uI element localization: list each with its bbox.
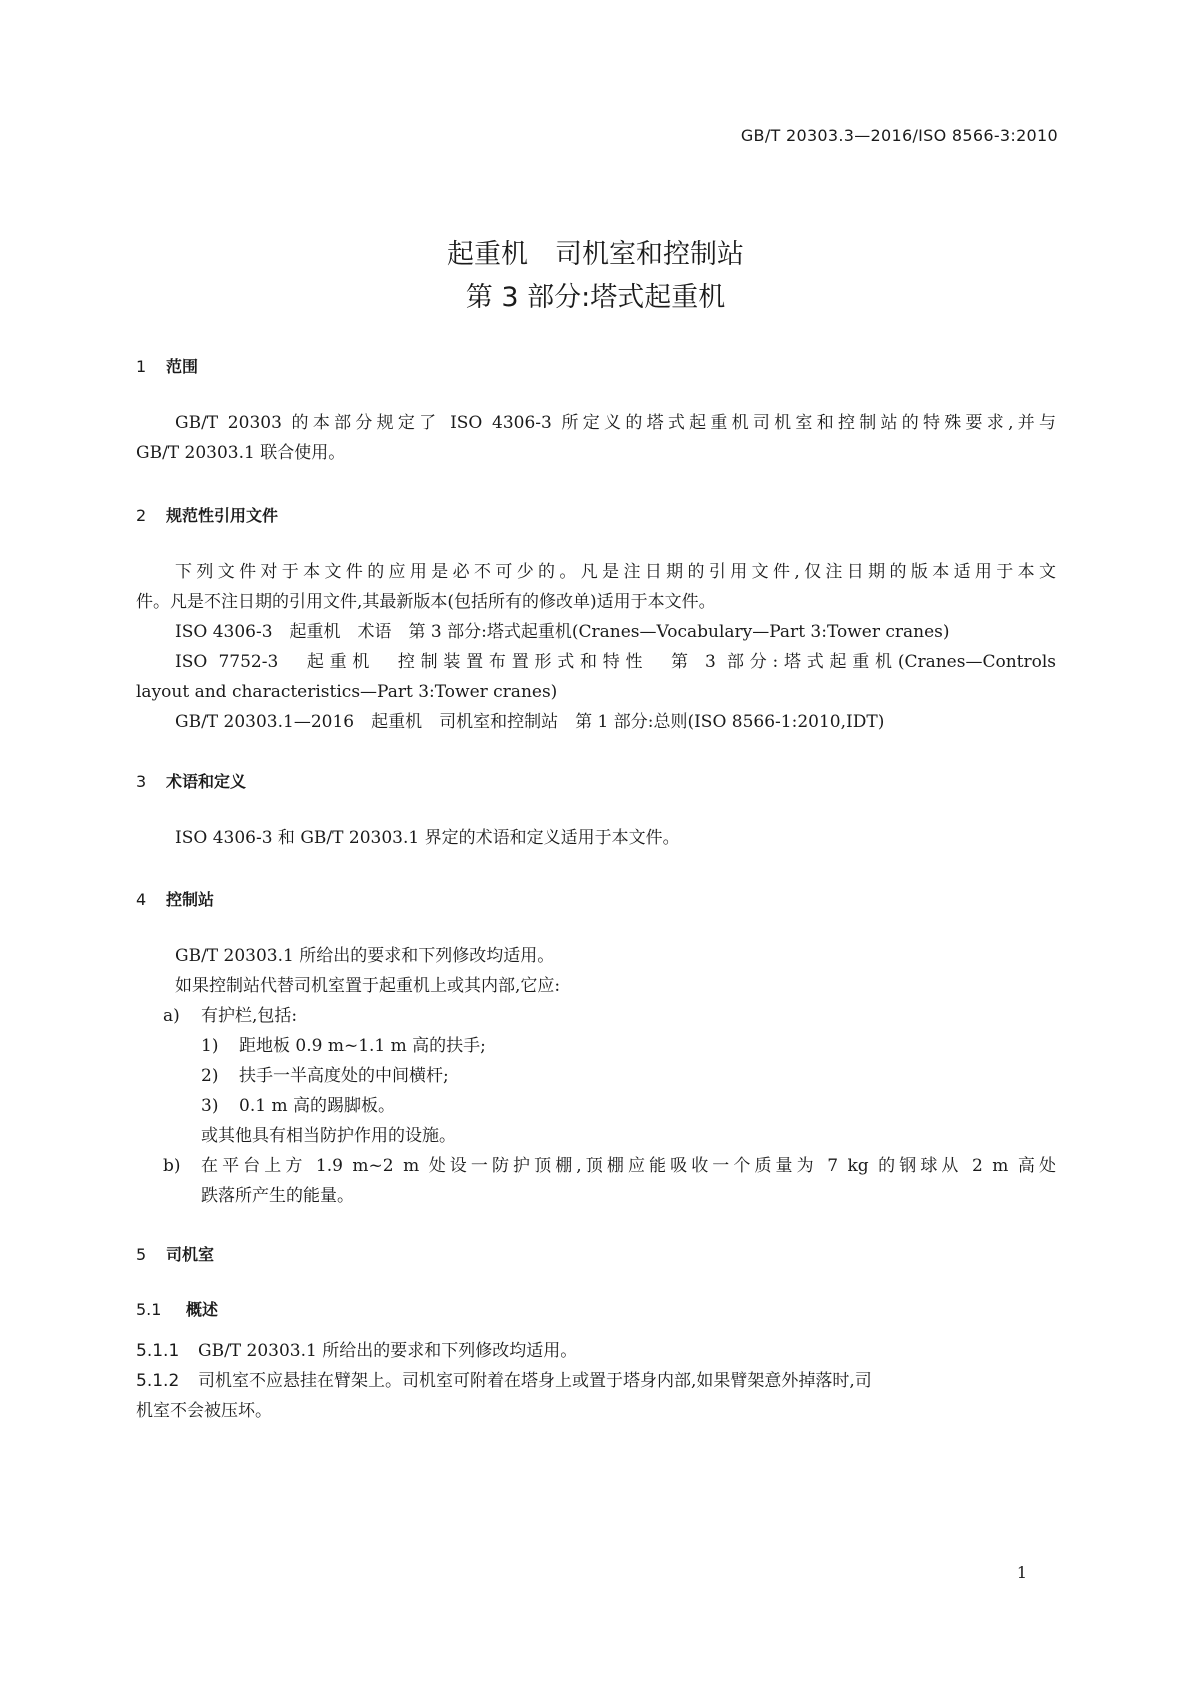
- scope-paragraph-line-1: GB/T 20303 的本部分规定了 ISO 4306-3 所定义的塔式起重机司机室和控制站的特殊要求,并与: [175, 413, 1056, 433]
- clause-text: 司机室不应悬挂在臂架上。司机室可附着在塔身上或置于塔身内部,如果臂架意外掉落时,司: [198, 1371, 872, 1391]
- section-number: 3: [136, 772, 147, 791]
- section-4-heading: [136, 887, 214, 910]
- list-item-a2-label: 2): [201, 1066, 219, 1086]
- list-item-a3-label: 3): [201, 1096, 219, 1116]
- terms-paragraph: ISO 4306-3 和 GB/T 20303.1 界定的术语和定义适用于本文件。: [175, 828, 680, 848]
- control-station-paragraph-2: 如果控制站代替司机室置于起重机上或其内部,它应:: [175, 976, 561, 996]
- section-number: 4: [136, 890, 147, 909]
- list-item-b-line-1: 在平台上方 1.9 m~2 m 处设一防护顶棚,顶棚应能吸收一个质量为 7 kg 的钢球从 2 m 高处: [201, 1156, 1056, 1176]
- list-item-a-text: 有护栏,包括:: [201, 1006, 298, 1026]
- section-title: 术语和定义: [166, 772, 247, 791]
- reference-iso-7752-3-line-1: ISO 7752-3 起重机 控制装置布置形式和特性 第 3 部分:塔式起重机(Cranes—Controls: [175, 652, 1056, 672]
- section-title: 概述: [186, 1300, 219, 1319]
- clause-5-1-1: [136, 1336, 577, 1366]
- scope-paragraph-line-2: GB/T 20303.1 联合使用。: [136, 443, 346, 463]
- section-number: 1: [136, 357, 147, 376]
- section-title: 范围: [166, 357, 199, 376]
- document-subtitle: 第 3 部分:塔式起重机: [465, 282, 726, 313]
- section-title: 司机室: [166, 1245, 215, 1264]
- section-number: 5: [136, 1245, 147, 1264]
- clause-number: 5.1.2: [136, 1371, 180, 1391]
- section-5-heading: [136, 1242, 214, 1265]
- section-1-heading: [136, 354, 198, 377]
- section-title: 控制站: [166, 890, 215, 909]
- clause-5-1-2-line-1: [136, 1366, 1056, 1396]
- reference-gbt-20303-1: GB/T 20303.1—2016 起重机 司机室和控制站 第 1 部分:总则(ISO 8566-1:2010,IDT): [175, 712, 885, 732]
- list-item-a1-text: 距地板 0.9 m~1.1 m 高的扶手;: [239, 1036, 486, 1056]
- references-intro-line-2: 件。凡是不注日期的引用文件,其最新版本(包括所有的修改单)适用于本文件。: [136, 592, 716, 612]
- page-number: 1: [1016, 1563, 1027, 1582]
- control-station-paragraph-1: GB/T 20303.1 所给出的要求和下列修改均适用。: [175, 946, 555, 966]
- standard-code: GB/T 20303.3—2016/ISO 8566-3:2010: [740, 126, 1058, 145]
- section-number: 5.1: [136, 1300, 162, 1319]
- reference-iso-4306-3: ISO 4306-3 起重机 术语 第 3 部分:塔式起重机(Cranes—Vocabulary—Part 3:Tower cranes): [175, 622, 950, 642]
- list-item-a-tail: 或其他具有相当防护作用的设施。: [201, 1126, 456, 1146]
- section-5-1-heading: [136, 1297, 218, 1320]
- section-title: 规范性引用文件: [166, 506, 279, 525]
- clause-5-1-2-line-2: 机室不会被压坏。: [136, 1401, 272, 1421]
- list-item-a2-text: 扶手一半高度处的中间横杆;: [239, 1066, 449, 1086]
- document-title: 起重机 司机室和控制站: [447, 239, 744, 270]
- list-item-b-line-2: 跌落所产生的能量。: [201, 1186, 354, 1206]
- clause-number: 5.1.1: [136, 1341, 180, 1361]
- list-item-a1-label: 1): [201, 1036, 219, 1056]
- section-3-heading: [136, 769, 246, 792]
- reference-iso-7752-3-line-2: layout and characteristics—Part 3:Tower cranes): [136, 682, 558, 702]
- list-item-a3-text: 0.1 m 高的踢脚板。: [239, 1096, 395, 1116]
- section-2-heading: [136, 503, 278, 526]
- list-item-a-label: a): [163, 1006, 180, 1026]
- section-number: 2: [136, 506, 147, 525]
- clause-text: GB/T 20303.1 所给出的要求和下列修改均适用。: [198, 1341, 578, 1361]
- references-intro-line-1: 下列文件对于本文件的应用是必不可少的。凡是注日期的引用文件,仅注日期的版本适用于本文: [175, 562, 1056, 582]
- list-item-b-label: b): [163, 1156, 181, 1176]
